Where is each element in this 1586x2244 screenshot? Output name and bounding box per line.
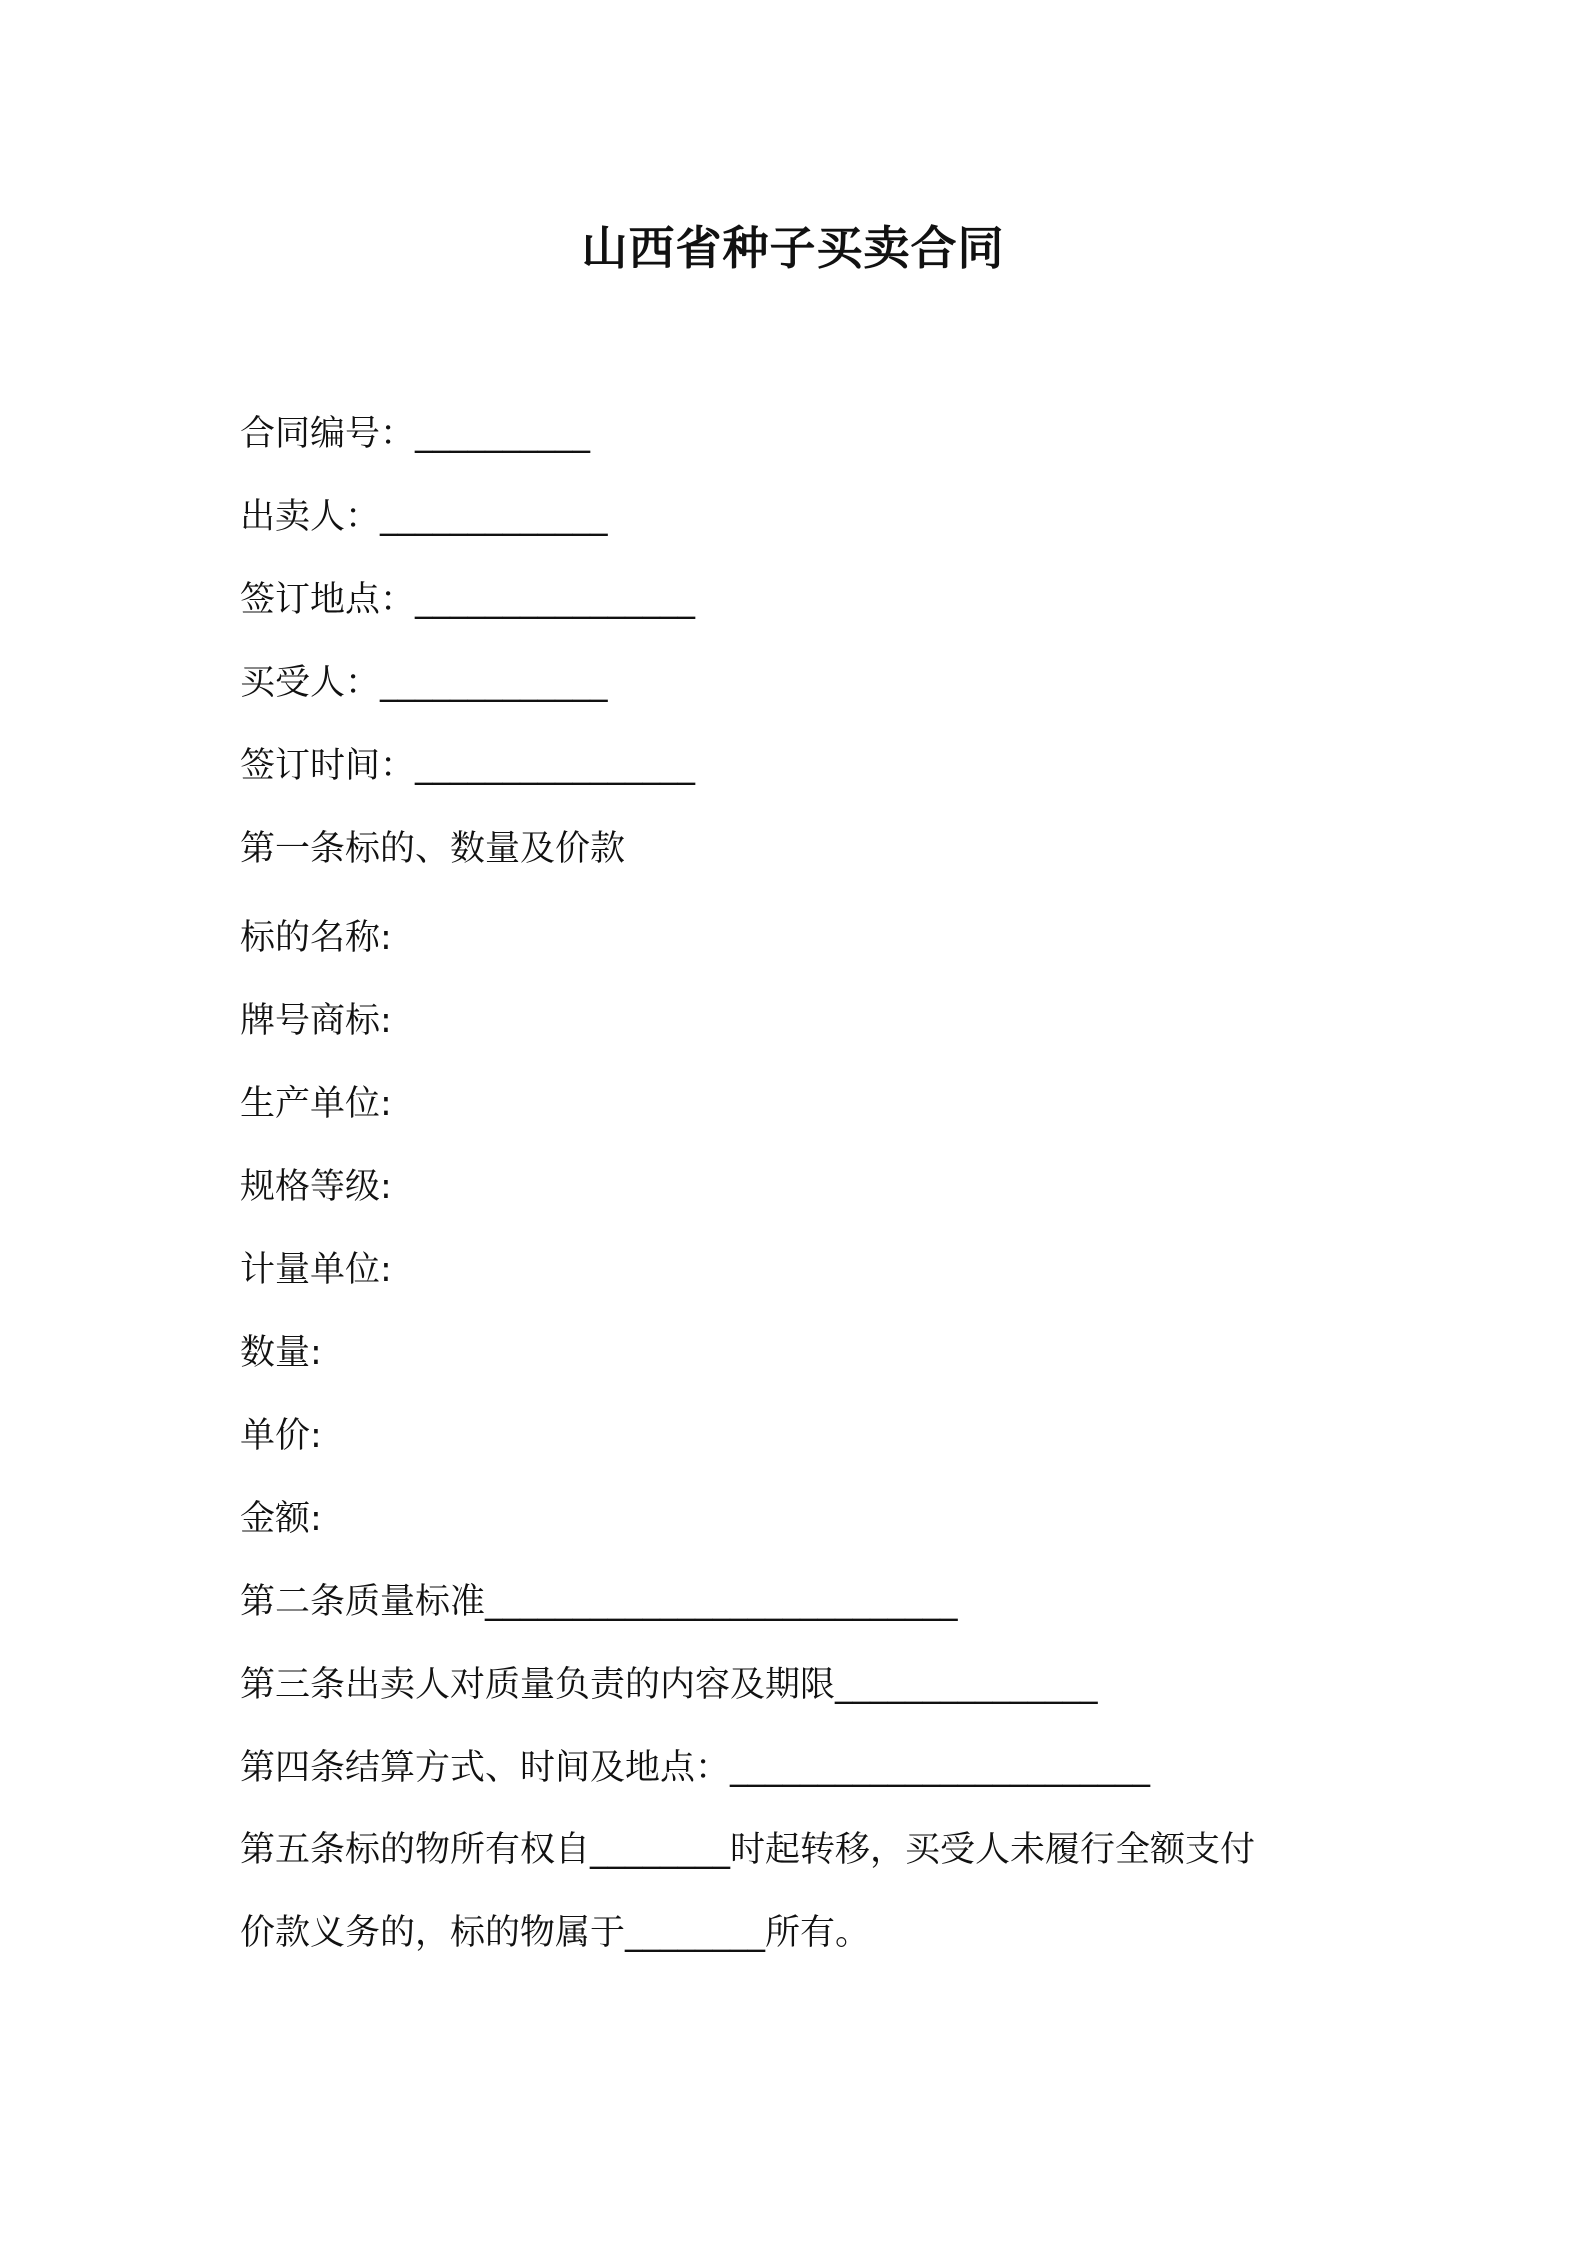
item-name-field: 标的名称:: [240, 918, 392, 958]
signing-time-field: 签订时间：________________: [240, 746, 696, 786]
unit-price-field: 单价:: [240, 1416, 322, 1456]
signing-place-field: 签订地点：________________: [240, 580, 696, 620]
unit-of-measure-field: 计量单位:: [240, 1250, 392, 1290]
document-title: 山西省种子买卖合同: [581, 221, 1005, 275]
article-1-heading: 第一条标的、数量及价款: [240, 829, 626, 869]
quantity-field: 数量:: [240, 1333, 322, 1373]
article-4-settlement: 第四条结算方式、时间及地点：________________________: [240, 1748, 1151, 1788]
seller-field: 出卖人：_____________: [240, 497, 608, 537]
brand-trademark-field: 牌号商标:: [240, 1001, 392, 1041]
specification-grade-field: 规格等级:: [240, 1167, 392, 1207]
amount-field: 金额:: [240, 1499, 322, 1539]
article-2-quality-standard: 第二条质量标准___________________________: [240, 1582, 958, 1622]
contract-number-field: 合同编号：__________: [240, 414, 591, 454]
article-5-ownership-line-2: 价款义务的，标的物属于________所有。: [240, 1913, 871, 1953]
manufacturer-field: 生产单位:: [240, 1084, 392, 1124]
article-3-seller-quality-responsibility: 第三条出卖人对质量负责的内容及期限_______________: [240, 1665, 1098, 1705]
article-5-ownership-line-1: 第五条标的物所有权自________时起转移，买受人未履行全额支付: [240, 1830, 1256, 1870]
buyer-field: 买受人：_____________: [240, 663, 608, 703]
